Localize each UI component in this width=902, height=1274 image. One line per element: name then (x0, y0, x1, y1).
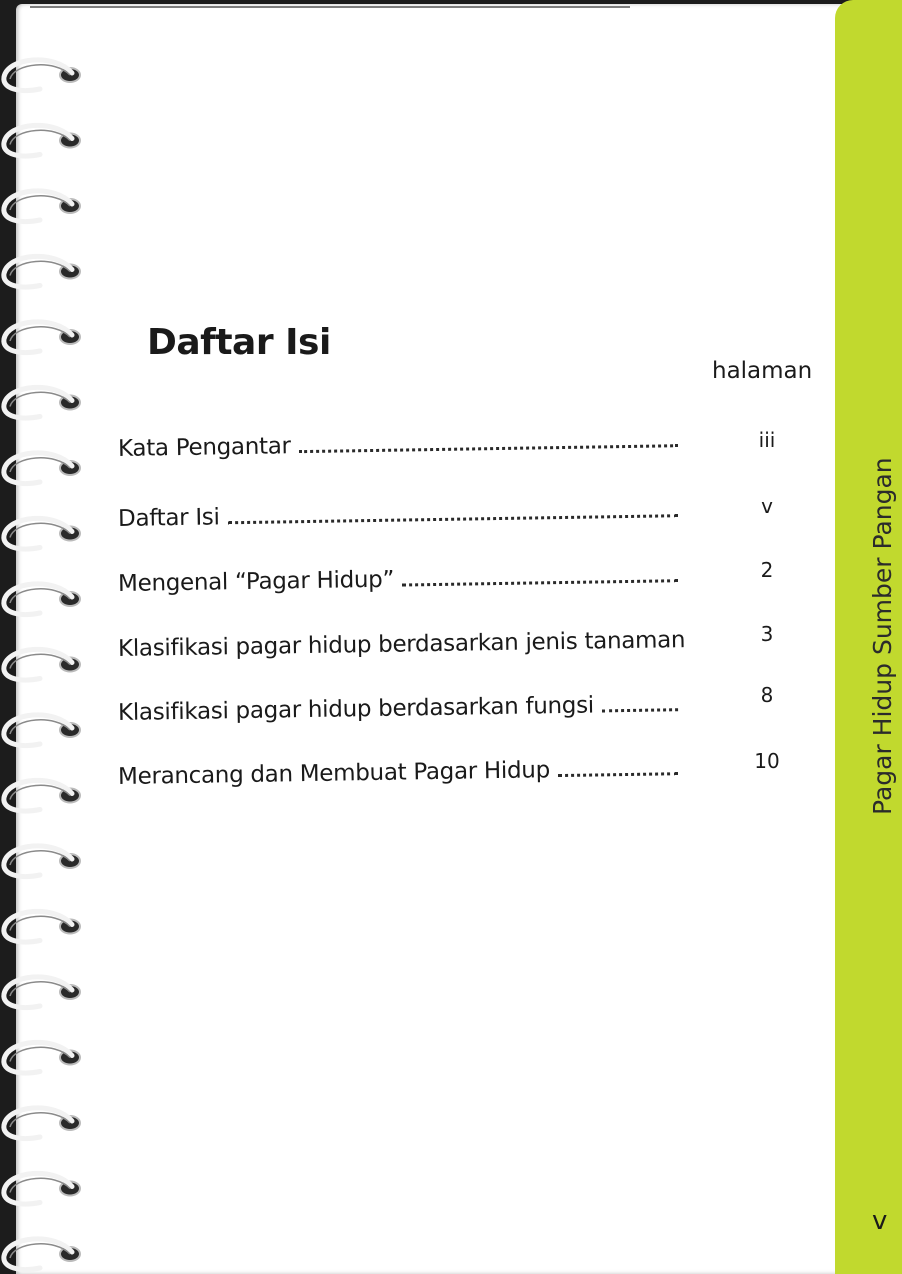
spiral-ring (4, 780, 80, 811)
spiral-ring (4, 60, 80, 91)
toc-entry-page: 3 (760, 622, 774, 646)
spiral-ring (4, 518, 80, 549)
spiral-ring (4, 1108, 80, 1139)
toc-entry-title: Kata Pengantar (117, 433, 291, 462)
page-top-edge (30, 6, 630, 8)
side-tab-title: Pagar Hidup Sumber Pangan (868, 457, 897, 815)
toc-leader-dots (228, 511, 678, 524)
spiral-ring (4, 387, 80, 418)
spiral-ring (4, 1239, 80, 1270)
spiral-ring (4, 256, 80, 287)
toc-leader-dots (558, 769, 678, 777)
toc-entry-title: Klasifikasi pagar hidup berdasarkan fungsi (117, 692, 595, 726)
spiral-ring (4, 453, 80, 484)
spiral-ring (4, 649, 80, 680)
spiral-ring (4, 1173, 80, 1204)
spiral-ring (4, 1042, 80, 1073)
toc-leader-dots (402, 576, 678, 586)
spiral-ring (4, 715, 80, 746)
spiral-ring (4, 584, 80, 615)
page-number: v (872, 1206, 888, 1236)
spiral-ring (4, 191, 80, 222)
spiral-binding (0, 0, 110, 1274)
toc-leader-dots (299, 441, 678, 453)
toc-entry-page: iii (758, 428, 776, 452)
spiral-ring (4, 846, 80, 877)
spiral-ring (4, 911, 80, 942)
toc-entry-title: Mengenal “Pagar Hidup” (117, 566, 395, 597)
toc-entry-title: Merancang dan Membuat Pagar Hidup (117, 757, 551, 790)
toc-leader-dots (602, 705, 678, 712)
toc-heading: Daftar Isi (147, 322, 331, 363)
spiral-ring (4, 322, 80, 353)
toc-entry-title: Klasifikasi pagar hidup berdasarkan jenis tanaman (117, 627, 686, 662)
toc-entry-page: 2 (760, 558, 774, 582)
toc-entry-page: 10 (754, 749, 780, 773)
toc-entry-title: Daftar Isi (117, 504, 220, 532)
toc-entry-page: v (761, 494, 773, 518)
spiral-ring (4, 125, 80, 156)
toc-entry-page: 8 (760, 683, 774, 707)
spiral-ring (4, 977, 80, 1008)
page-column-label: halaman (712, 358, 813, 384)
